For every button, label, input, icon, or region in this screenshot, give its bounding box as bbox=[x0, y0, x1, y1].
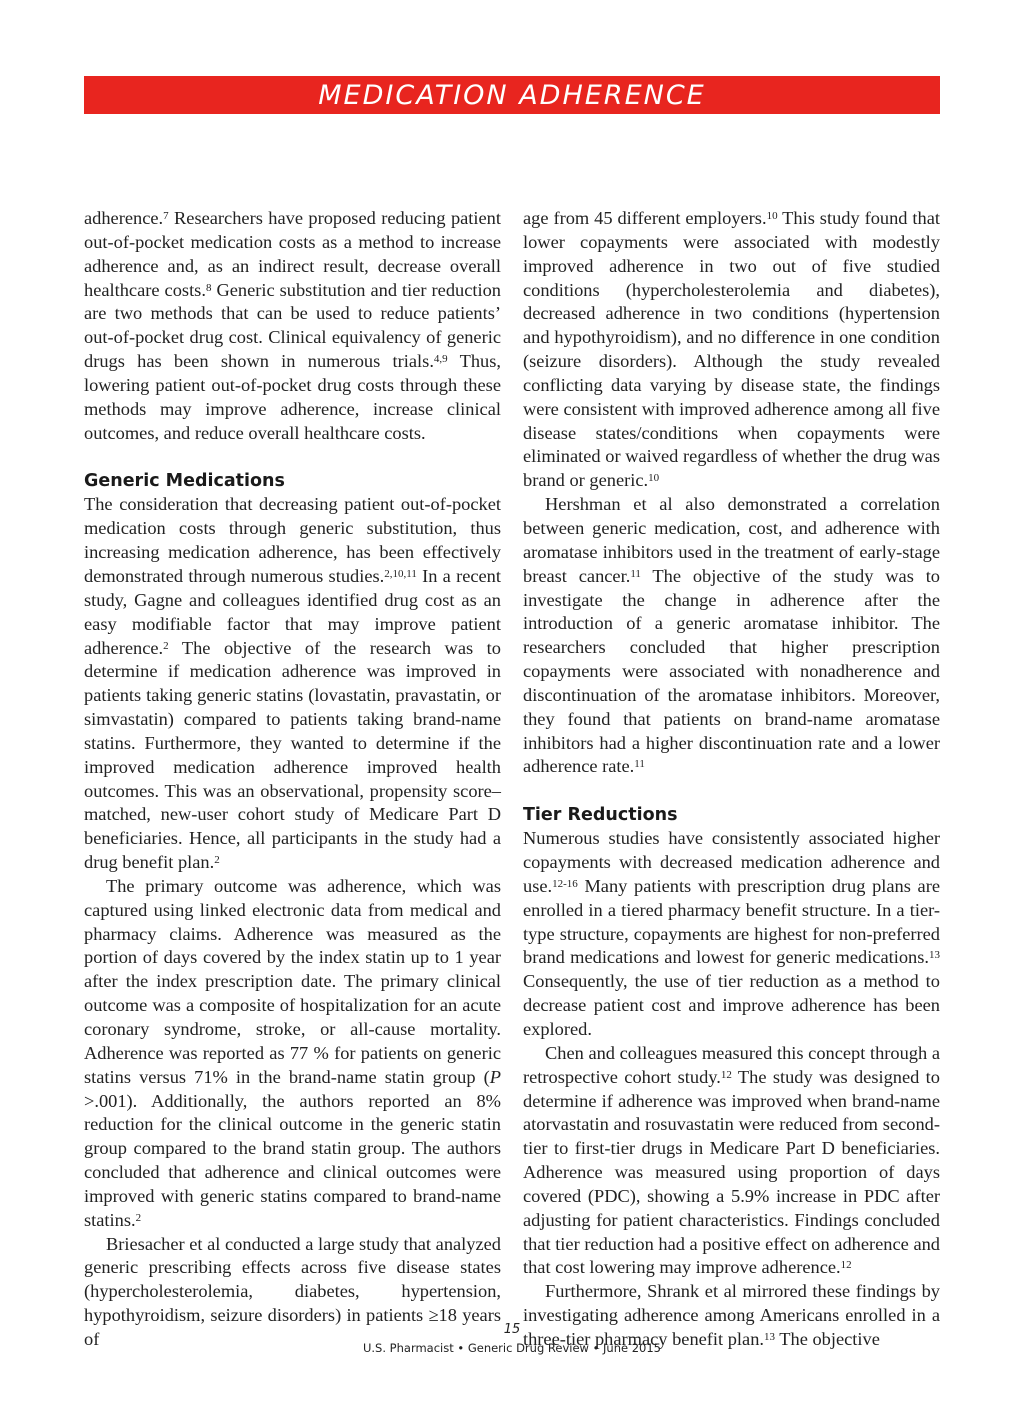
right-paragraph-1: age from 45 different employers.$^{10}$ This study found that lower copayments were associated with modestly improved adherence in two out of five studied conditions (hypercholesterolemia and diabetes), decreased adherence in two conditions (hypertension and hypothyroidism), and no difference in one condition (seizure disorders). Although the study revealed conflicting data varying by disease state, the findings were consistent with improved adherence among all five disease states/conditions when copayments were eliminated or waived regardless of whether the drug was brand or generic.$^{10}$ bbox=[523, 208, 941, 491]
left-paragraph-1: adherence.$^7$ Researchers have proposed reducing patient out-of-pocket medication costs as a method to increase adherence and, as an indirect result, decrease overall healthcare costs.$^8$ Generic substitution and tier reduction are two methods that can be used to reduce patients’ out-of-pocket drug cost. Clinical equivalency of generic drugs has been shown in numerous trials.$^{4,9}$ Thus, lowering patient out-of-pocket drug costs through these methods may improve adherence, increase clinical outcomes, and reduce overall healthcare costs. bbox=[84, 208, 501, 443]
right-paragraph-2: Hershman et al also demonstrated a correlation between generic medication, cost, and adherence with aromatase inhibitors used in the treatment of early-stage breast cancer.$^{11}$ The objective of the study was to investigate the change in adherence after the introduction of a generic aromatase inhibitor. The researchers concluded that higher prescription copayments were associated with nonadherence and discontinuation of the aromatase inhibitors. Moreover, they found that patients on brand-name aromatase inhibitors had a higher discontinuation rate and a lower adherence rate.$^{11}$ bbox=[523, 494, 941, 777]
left-column bbox=[84, 207, 501, 1352]
left-paragraph-2: The consideration that decreasing patient out-of-pocket medication costs through generic substitution, thus increasing medication adherence, has been effectively demonstrated through numerous studies.$^{2,10,11}$ In a recent study, Gagne and colleagues identified drug cost as an easy modifiable factor that may improve patient adherence.$^2$ The objective of the research was to determine if medication adherence was improved in patients taking generic statins (lovastatin, pravastatin, or simvastatin) compared to patients taking brand-name statins. Furthermore, they wanted to determine if the improved medication adherence improved health outcomes. This was an observational, propensity score–matched, new-user cohort study of Medicare Part D beneficiaries. Hence, all participants in the study had a drug benefit plan.$^2$ bbox=[84, 494, 501, 873]
section-title: MEDICATION ADHERENCE bbox=[318, 80, 706, 111]
journal-footer: U.S. Pharmacist • Generic Drug Review • June 2015 bbox=[362, 1341, 661, 1355]
page-number: 15 bbox=[503, 1322, 521, 1337]
heading-generic-medications: Generic Medications bbox=[84, 471, 285, 492]
right-paragraph-3: Numerous studies have consistently associated higher copayments with decreased medication adherence and use.$^{12-16}$ Many patients with prescription drug plans are enrolled in a tiered pharmacy benefit structure. In a tier-type structure, copayments are highest for non-preferred brand medications and lowest for generic medications.$^{13}$ Consequently, the use of tier reduction as a method to decrease patient cost and improve adherence has been explored. bbox=[523, 828, 940, 1039]
left-paragraph-3: The primary outcome was adherence, which was captured using linked electronic data from medical and pharmacy claims. Adherence was measured as the portion of days covered by the index statin up to 1 year after the index prescription date. The primary clinical outcome was a composite of hospitalization for an acute coronary syndrome, stroke, or all-cause mortality. Adherence was reported as 77 % for patients on generic statins versus 71% in the brand-name statin group (P >.001). Additionally, the authors reported an 8% reduction for the clinical outcome in the generic statin group compared to the brand statin group. The authors concluded that adherence and clinical outcomes were improved with generic statins compared to brand-name statins.$^2$ bbox=[84, 875, 501, 1230]
left-paragraph-4: Briesacher et al conducted a large study that analyzed generic prescribing effects across five disease states (hypercholesterolemia, diabetes, hypertension, hypothyroidism, seizure disorders) in patients ≥18 years of bbox=[84, 1233, 501, 1349]
heading-tier-reductions: Tier Reductions bbox=[523, 805, 678, 826]
right-column bbox=[523, 207, 940, 1352]
section-banner bbox=[84, 76, 940, 114]
right-paragraph-5: Furthermore, Shrank et al mirrored these findings by investigating adherence among Americans enrolled in a three-tier pharmacy benefit plan.$^{13}$ The objective bbox=[523, 1281, 940, 1349]
right-paragraph-4: Chen and colleagues measured this concept through a retrospective cohort study.$^{12}$ The study was designed to determine if adherence was improved when brand-name atorvastatin and rosuvastatin were reduced from second-tier to first-tier drugs in Medicare Part D beneficiaries. Adherence was measured using proportion of days covered (PDC), showing a 5.9% increase in PDC after adjusting for patient characteristics. Findings concluded that tier reduction had a positive effect on adherence and that cost lowering may improve adherence.$^{12}$ bbox=[523, 1042, 940, 1278]
